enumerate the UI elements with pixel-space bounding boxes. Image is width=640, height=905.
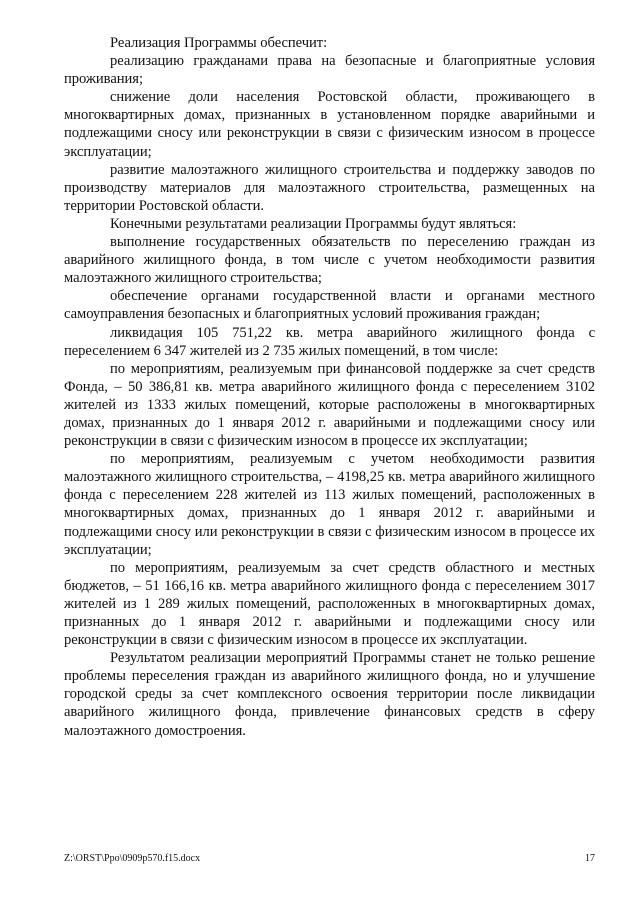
footer-file-path: Z:\ORST\Ppo\0909p570.f15.docx: [64, 853, 201, 864]
page-number: 17: [585, 853, 595, 864]
paragraph-liquidation: ликвидация 105 751,22 кв. метра аварийного жилищного фонда с переселением 6 347 жителей из 2 735 жилых помещений, в том числе:: [64, 324, 595, 359]
document-page: [64, 34, 595, 740]
paragraph-obligations: выполнение государственных обязательств по переселению граждан из аварийного жилищного фонда, в том числе с учетом необходимости развития малоэтажного жилищного строительства;: [64, 234, 595, 287]
paragraph-reduction: снижение доли населения Ростовской области, проживающего в многоквартирных домах, признанных в установленном порядке аварийными и подлежащими сносу или реконструкции в связи с физическим износом в процессе эксплуатации;: [64, 89, 595, 160]
paragraph-intro: Реализация Программы обеспечит:: [110, 35, 328, 51]
paragraph-outcome: Результатом реализации мероприятий Программы станет не только решение проблемы переселения граждан из аварийного жилищного фонда, но и улучшение городской среды за счет комплексного освоения территории после ликвидации аварийного жилищного фонда, привлечение финансовых средств в сферу малоэтажного домостроения.: [64, 650, 595, 739]
paragraph-final-results: Конечными результатами реализации Программы будут являться:: [110, 215, 517, 232]
paragraph-fund-measures: по мероприятиям, реализуемым при финансовой поддержке за счет средств Фонда, – 50 386,81 кв. метра аварийного жилищного фонда с переселением 3102 жителей из 1333 жилых помещений, которые расположены в многоквартирных домах, признанных до 1 января 2012 г. аварийными и подлежащими сносу или реконструкции в связи с физическим износом в процессе их эксплуатации;: [64, 360, 595, 450]
paragraph-budget-measures: по мероприятиям, реализуемым за счет средств областного и местных бюджетов, – 51 166,16 кв. метра аварийного жилищного фонда с переселением 3017 жителей из 1 289 жилых помещений, расположенных в многоквартирных домах, признанных до 1 января 2012 г. аварийными и подлежащими сносу или реконструкции в связи с физическим износом в процессе их эксплуатации.: [64, 559, 595, 649]
paragraph-rights: реализацию гражданами права на безопасные и благоприятные условия проживания;: [64, 53, 595, 88]
paragraph-lowrise-measures: по мероприятиям, реализуемым с учетом необходимости развития малоэтажного жилищного строительства, – 4198,25 кв. метра аварийного жилищного фонда с переселением 228 жителей из 113 жилых помещений, расположенных в многоквартирных домах, признанных до 1 января 2012 г. аварийными и подлежащими сносу или реконструкции в связи с физическим износом в процессе их эксплуатации;: [64, 451, 595, 558]
paragraph-development: развитие малоэтажного жилищного строительства и поддержку заводов по производству материалов для малоэтажного строительства, размещенных на территории Ростовской области.: [64, 161, 595, 214]
paragraph-provision: обеспечение органами государственной власти и органами местного самоуправления безопасных и благоприятных условий проживания граждан;: [64, 288, 595, 323]
